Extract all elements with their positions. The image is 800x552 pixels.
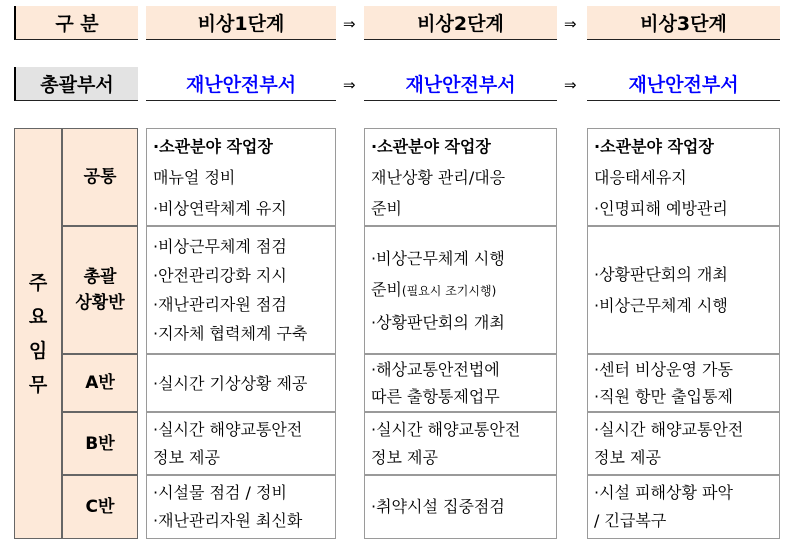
main-duties-char: 무	[28, 373, 48, 396]
duty-line: ·소관분야 작업장	[594, 137, 714, 156]
main-duties-char: 임	[28, 339, 48, 362]
row-label-control-room	[62, 226, 138, 354]
duty-cell	[146, 128, 336, 226]
stage-2-header: 비상2단계	[364, 6, 557, 40]
duty-cell	[587, 354, 780, 412]
duty-cell	[364, 226, 557, 354]
duty-line: ·실시간 해양교통안전	[153, 419, 303, 439]
duty-line: / 긴급복구	[594, 511, 667, 530]
main-duties-char: 요	[28, 305, 48, 328]
row-label-team-b	[62, 412, 138, 475]
duty-cell	[587, 128, 780, 226]
duty-line: 정보 제공	[153, 447, 220, 467]
arrow-icon: ⇒	[343, 76, 356, 94]
duty-line: ·상황판단회의 개최	[594, 265, 728, 284]
row-label-text: 공통	[83, 167, 117, 187]
arrow-icon: ⇒	[343, 15, 356, 33]
duty-cell	[146, 226, 336, 354]
lead-dept-stage-3: 재난안전부서	[587, 67, 780, 101]
duty-line: ·실시간 해양교통안전	[371, 419, 521, 439]
duty-line: ·인명피해 예방관리	[594, 199, 728, 218]
duty-line: ·비상근무체계 시행	[594, 296, 728, 315]
row-label-text: B반	[85, 433, 115, 454]
duty-line: 정보 제공	[594, 447, 661, 467]
header-label: 구 분	[14, 6, 138, 40]
row-label-common	[62, 128, 138, 226]
stage-3-header: 비상3단계	[587, 6, 780, 40]
duty-line: ·직원 항만 출입통제	[594, 387, 733, 406]
duty-cell	[364, 475, 557, 539]
duty-cell	[364, 354, 557, 412]
duty-line: 정보 제공	[371, 447, 438, 467]
duty-line	[371, 274, 550, 307]
duty-cell	[146, 354, 336, 412]
row-label-text: A반	[85, 373, 115, 393]
arrow-icon: ⇒	[564, 15, 577, 33]
lead-dept-stage-1: 재난안전부서	[146, 67, 336, 101]
duty-cell	[146, 412, 336, 475]
duty-line: ·재난관리자원 최신화	[153, 511, 303, 530]
duty-line-text: 준비	[371, 279, 402, 299]
row-label-text: 총괄	[83, 267, 117, 287]
duty-cell	[364, 412, 557, 475]
duty-line: ·소관분야 작업장	[371, 137, 491, 156]
duty-cell	[587, 226, 780, 354]
duty-line: ·안전관리강화 지시	[153, 266, 287, 285]
duty-line: ·실시간 기상상황 제공	[153, 373, 308, 393]
duty-line: ·취약시설 집중점검	[371, 497, 505, 516]
duty-line: ·시설 피해상황 파악	[594, 483, 733, 502]
duty-line: ·해상교통안전법에	[371, 360, 500, 379]
row-label-text: C반	[85, 497, 115, 517]
row-label-team-a	[62, 354, 138, 412]
lead-dept-label: 총괄부서	[14, 67, 138, 101]
duty-line: ·지자체 협력체계 구축	[153, 324, 308, 343]
duty-cell	[364, 128, 557, 226]
duty-line: 준비	[371, 199, 402, 218]
duty-line: ·재난관리자원 점검	[153, 295, 287, 314]
row-label-team-c	[62, 475, 138, 539]
duty-line: 따른 출항통제업무	[371, 387, 500, 406]
duty-line: ·시설물 점검 / 정비	[153, 483, 287, 502]
duty-cell	[587, 412, 780, 475]
stage-1-header: 비상1단계	[146, 6, 336, 40]
main-duties-label	[14, 128, 62, 539]
duty-line: ·상황판단회의 개최	[371, 312, 505, 332]
duty-cell	[587, 475, 780, 539]
main-duties-char: 주	[28, 271, 48, 294]
row-label-text: 상황반	[75, 293, 125, 313]
duty-line: 대응태세유지	[594, 168, 687, 187]
duty-note: (필요시 조기시행)	[401, 283, 497, 298]
duty-line: ·소관분야 작업장	[153, 137, 273, 156]
arrow-icon: ⇒	[564, 76, 577, 94]
duty-line: ·센터 비상운영 가동	[594, 360, 733, 379]
duty-cell	[146, 475, 336, 539]
duty-line: ·실시간 해양교통안전	[594, 419, 744, 439]
duty-line: ·비상근무체계 시행	[371, 248, 505, 268]
duty-line: ·비상연락체계 유지	[153, 199, 287, 218]
duty-line: ·비상근무체계 점검	[153, 237, 287, 256]
duty-line: 재난상황 관리/대응	[371, 168, 506, 187]
duty-line: 매뉴얼 정비	[153, 168, 236, 187]
lead-dept-stage-2: 재난안전부서	[364, 67, 557, 101]
